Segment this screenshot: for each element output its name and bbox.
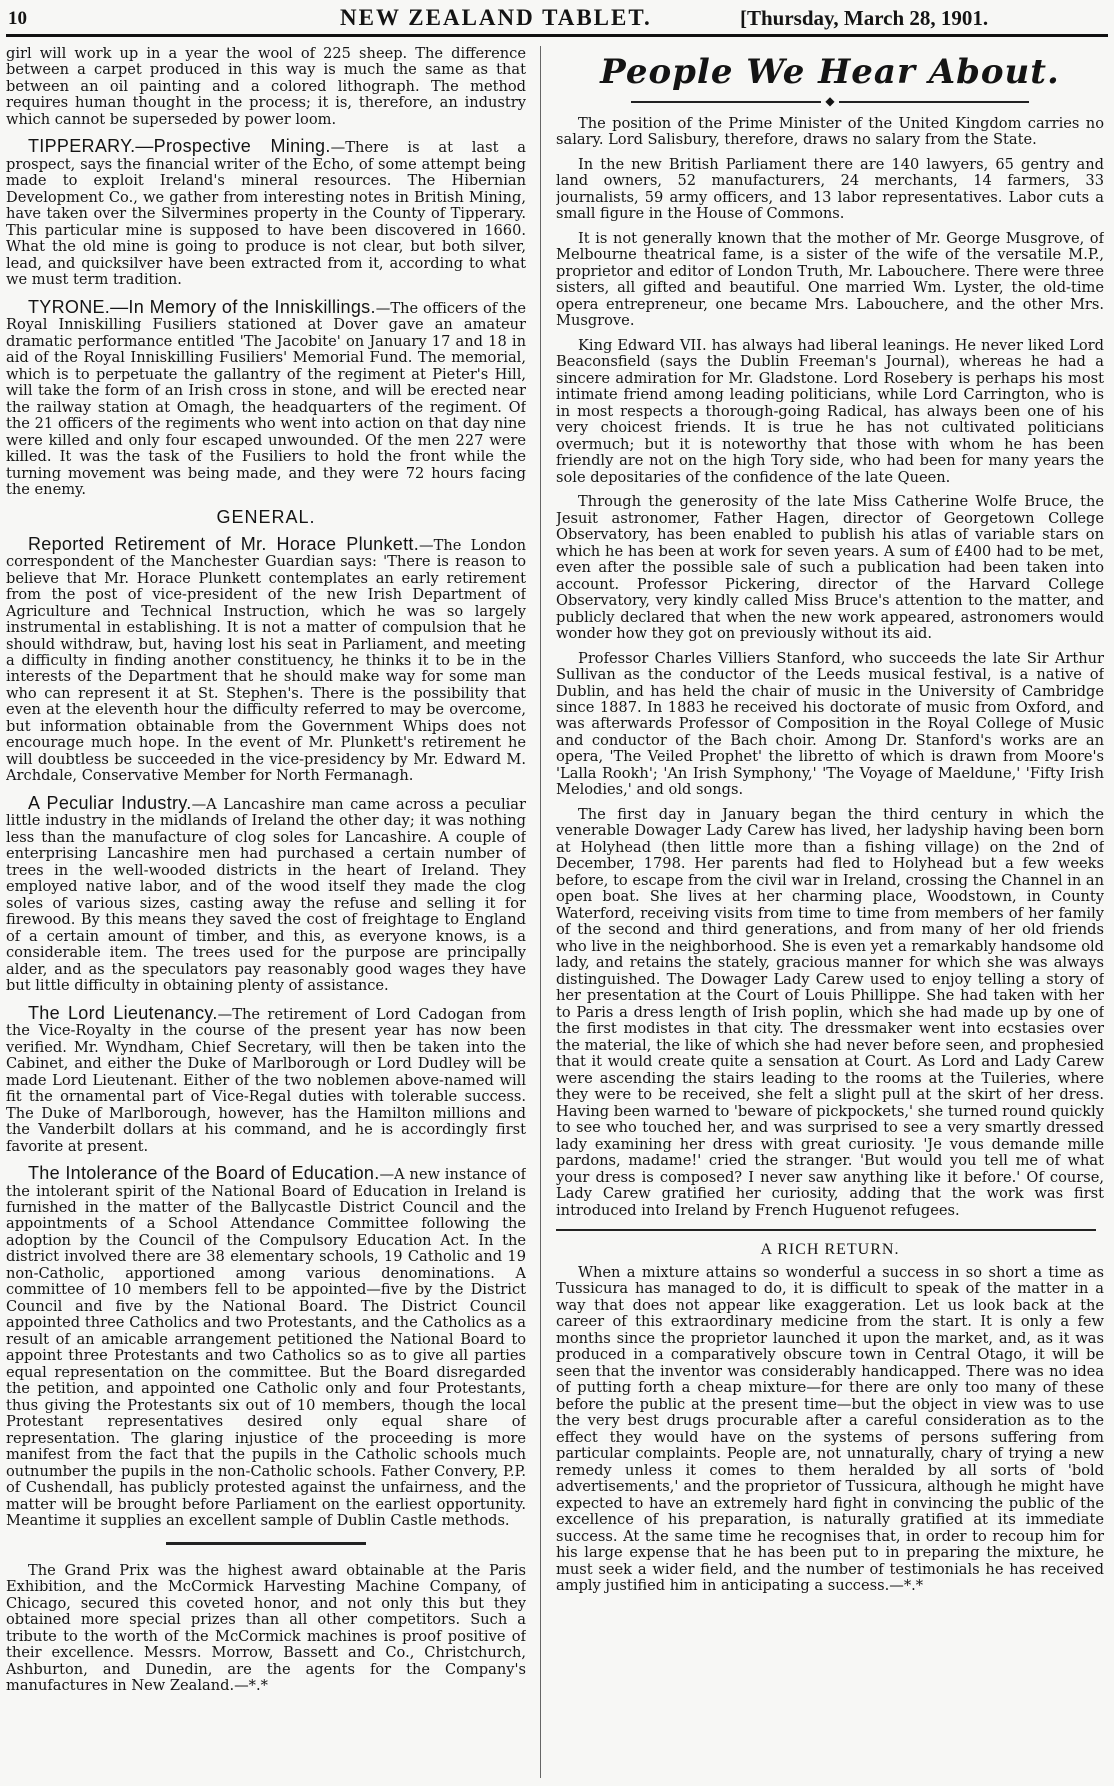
- people-paragraphs: [556, 116, 1104, 1219]
- plunkett-article: [6, 534, 526, 785]
- lieutenancy-text: —The retirement of Lord Cadogan from the Vice-Royalty in the course of the present year has now been verified. Mr. Wyndham, Chief Secretary, will then be taken into the Cabinet, and either the Duke of Marlborough or Lord Dudley will be made Lord Lieutenant. Either of the two noblemen above-named will fit the ornamental part of Vice-Regal duties with tolerable success. The Duke of Marlborough, however, has the Hamilton millions and the Vanderbilt dollars at his command, and he is accordingly first favorite at present.: [6, 1005, 526, 1155]
- title-ornament: ◆: [556, 94, 1104, 108]
- people-paragraph: The first day in January began the third century in which the venerable Dowager Lady Carew has lived, her ladyship having been born at Holyhead (then little more than a fishing village) on the 2nd of December, 1798. Her parents had fled to Holyhead but a few weeks before, to escape from the civil war in Ireland, crossing the Channel in an open boat. She lives at her charming place, Woodstown, in County Waterford, receiving visits from time to time from members of her family of the second and third generations, and from many of her old friends who live in the neighborhood. She is even yet a remarkably handsome old lady, and retains the stately, gracious manner for which she was always distinguished. The Dowager Lady Carew used to enjoy telling a story of her presentation at the Court of Louis Phillippe. She had taken with her to Paris a dress length of Irish poplin, which she had made up by one of the first modistes in that city. The dressmaker went into ecstasies over the material, the like of which she had never before seen, and prophesied that it would create quite a sensation at Court. As Lord and Lady Carew were ascending the stairs leading to the rooms at the Tuileries, where they were to be received, she felt a slight pull at the skirt of her dress. Having been warned to 'beware of pickpockets,' she turned round quickly to see who touched her, and was surprised to see a very smartly dressed lady examining her dress with great curiosity. 'Je vous demande mille pardons, madame!' cried the stranger. 'But would you tell me of what your dress is composed? I never saw anything like it before.' Of course, Lady Carew gratified her curiosity, adding that the work was first introduced into Ireland by French Huguenot refugees.: [556, 805, 1104, 1219]
- people-paragraph: It is not generally known that the mother of Mr. George Musgrove, of Melbourne theatrical fame, is a sister of the wife of the versatile M.P., proprietor and editor of London Truth, Mr. Labouchere. There were three sisters, all gifted and beautiful. One married Wm. Lyster, the old-time opera entrepreneur, one became Mrs. Labouchere, and the other Mrs. Musgrove.: [556, 229, 1104, 330]
- left-column: [6, 46, 526, 1778]
- general-heading: GENERAL.: [216, 506, 316, 527]
- tyrone-heading: TYRONE.—In Memory of the Inniskillings.: [28, 296, 376, 317]
- plunkett-text: —The London correspondent of the Manchester Guardian says: 'There is reason to believe that Mr. Horace Plunkett contemplates an early retirement from the post of vice-president of the new Irish Department of Agriculture and Technical Instruction, which he was so largely instrumental in establishing. It is not a matter of compulsion that he should withdraw, but, having lost his seat in Parliament, and meeting a difficulty in finding another constituency, he thinks it to be in the interests of the Department that he should make way for some man who can represent it at St. Stephen's. There is the possibility that even at the eleventh hour the difficulty referred to may be overcome, but information obtainable from the Government Whips does not encourage much hope. In the event of Mr. Plunkett's retirement he will doubtless be succeeded in the vice-presidency by Mr. Edward M. Archdale, Conservative Member for North Fermanagh.: [6, 536, 526, 785]
- lieutenancy-article: [6, 1003, 526, 1155]
- page-header: [0, 0, 1114, 48]
- intolerance-text: —A new instance of the intolerant spirit of the National Board of Education in Ireland is furnished in the matter of the Ballycastle District Council and the appointments of a School Attendance Committee following the adoption by the Council of the Compulsory Education Act. In the district involved there are 38 elementary schools, 19 Catholic and 19 non-Catholic, apportioned among various denominations. A committee of 10 members fell to be appointed—five by the District Council and five by the National Board. The District Council appointed three Catholics and two Protestants, and the Catholics as a result of an amicable arrangement petitioned the National Board to appoint three Protestants and two Catholics so as to give all parties equal representation on the committee. But the Board disregarded the petition, and appointed one Catholic only and four Protestants, thus giving the Protestants six out of 10 members, though the local Protestant representatives desired only equal share of representation. The glaring injustice of the proceeding is more manifest from the fact that the pupils in the Catholic schools much outnumber the pupils in the non-Catholic schools. Father Convery, P.P. of Cushendall, has publicly protested against the unfairness, and the matter will be brought before Parliament on the earliest opportunity. Meantime it supplies an excellent sample of Dublin Castle methods.: [6, 1166, 526, 1530]
- industry-heading: A Peculiar Industry.: [28, 792, 192, 813]
- right-column: [556, 46, 1104, 1778]
- tipperary-text: —There is at last a prospect, says the financial writer of the Echo, of some attempt being made to exploit Ireland's mineral resources. The Hibernian Development Co., we gather from interesting notes in British Mining, have taken over the Silvermines property in the County of Tipperary. This particular mine is supposed to have been discovered in 1660. What the old mine is going to produce is not clear, but both silver, lead, and quicksilver have been extracted from it, according to what we must term tradition.: [6, 139, 526, 289]
- tipperary-heading: TIPPERARY.—Prospective Mining.: [28, 136, 331, 157]
- industry-text: —A Lancashire man came across a peculiar little industry in the midlands of Ireland the other day; it was nothing less than the manufacture of clog soles for Lancashire. A couple of enterprising Lancashire men had purchased a certain number of trees in the well-wooded districts in the heart of Ireland. They employed native labor, and of the wood itself they made the clog soles of various sizes, casting away the refuse and selling it for firewood. By this means they saved the cost of freightage to England of a certain amount of timber, and this, as everyone knows, is a considerable item. The trees used for the purpose are principally alder, and as the speculators pay reasonably good wages they have but little difficulty in obtaining plenty of assistance.: [6, 795, 526, 995]
- tipperary-article: [6, 136, 526, 288]
- lieutenancy-heading: The Lord Lieutenancy.: [28, 1002, 218, 1023]
- intolerance-heading: The Intolerance of the Board of Education.: [28, 1163, 380, 1184]
- people-paragraph: Through the generosity of the late Miss Catherine Wolfe Bruce, the Jesuit astronomer, Father Hagen, director of Georgetown College Observatory, has been enabled to publish his atlas of variable stars on which he has been at work for seven years. A sum of £400 had to be met, even after the possible sale of such a publication had been taken into account. Professor Pickering, director of the Harvard College Observatory, very kindly called Miss Bruce's attention to the matter, and publicly declared that when the new work appeared, astronomers would wonder how they got on previously without its aid.: [556, 493, 1104, 643]
- plunkett-heading: Reported Retirement of Mr. Horace Plunkett.: [28, 533, 419, 554]
- section-rule: [166, 1542, 366, 1545]
- people-paragraph: In the new British Parliament there are 140 lawyers, 65 gentry and land owners, 52 manufacturers, 24 merchants, 14 farmers, 33 journalists, 59 army officers, and 13 labor representatives. Labor cuts a small figure in the House of Commons.: [556, 155, 1104, 223]
- carpet-paragraph: girl will work up in a year the wool of 225 sheep. The difference between a carpet produced in this way is much the same as that between an oil painting and a colored lithograph. The method requires human thought in the process; it is, therefore, an industry which cannot be superseded by power loom.: [6, 46, 526, 128]
- people-paragraph: The position of the Prime Minister of the United Kingdom carries no salary. Lord Salisbury, therefore, draws no salary from the State.: [556, 115, 1104, 149]
- masthead: NEW ZEALAND TABLET.: [340, 5, 652, 30]
- people-paragraph: Professor Charles Villiers Stanford, who succeeds the late Sir Arthur Sullivan as the conductor of the Leeds musical festival, is a native of Dublin, and has held the chair of music in the University of Cambridge since 1887. In 1883 he received his doctorate of music from Oxford, and was afterwards Professor of Composition in the Royal College of Music and conductor of the Bach choir. Among Dr. Stanford's works are an opera, 'The Veiled Prophet' the libretto of which is drawn from Moore's 'Lalla Rookh'; 'An Irish Symphony,' 'The Voyage of Maeldune,' 'Fifty Irish Melodies,' and old songs.: [556, 649, 1104, 799]
- column-title: People We Hear About.: [600, 52, 1060, 92]
- tyrone-text: —The officers of the Royal Inniskilling Fusiliers stationed at Dover gave an amateur dramatic performance entitled 'The Jacobite' on January 17 and 18 in aid of the Royal Inniskilling Fusiliers' Memorial Fund. The memorial, which is to perpetuate the gallantry of the regiment at Pieter's Hill, will take the form of an Irish cross in stone, and will be erected near the railway station at Omagh, the headquarters of the regiment. Of the 21 officers of the regiments who went into action on that day nine were killed and only four escaped unwounded. Of the men 227 were killed. It was the task of the Fusiliers to hold the front while the turning movement was being made, and they were 72 hours facing the enemy.: [6, 299, 526, 499]
- column-divider: [540, 46, 541, 1778]
- header-rule: [6, 34, 1108, 37]
- people-paragraph: King Edward VII. has always had liberal leanings. He never liked Lord Beaconsfield (says the Dublin Freeman's Journal), whereas he had a sincere admiration for Mr. Gladstone. Lord Rosebery is perhaps his most intimate friend among leading politicians, while Lord Carrington, who is in most respects a thorough-going Radical, has always been one of his very choicest friends. It is true he has not cultivated politicians overmuch; but it is noteworthy that those with whom he has been friendly are not on the high Tory side, who had been for many years the sole depositaries of the confidence of the late Queen.: [556, 336, 1104, 486]
- page-number: 10: [8, 8, 27, 29]
- industry-article: [6, 793, 526, 995]
- issue-date: [Thursday, March 28, 1901.: [740, 6, 989, 30]
- section-rule: [556, 1229, 1096, 1231]
- mccormick-notice: The Grand Prix was the highest award obtainable at the Paris Exhibition, and the McCormick Harvesting Machine Company, of Chicago, secured this coveted honor, and not only this but they obtained more special prizes than all other competitors. Such a tribute to the worth of the McCormick machines is proof positive of their excellence. Messrs. Morrow, Bassett and Co., Christchurch, Ashburton, and Dunedin, are the agents for the Company's manufactures in New Zealand.—*.*: [6, 1561, 526, 1695]
- rich-return-heading: A RICH RETURN.: [760, 1241, 900, 1258]
- rich-return-text: When a mixture attains so wonderful a success in so short a time as Tussicura has managed to do, it is difficult to speak of the matter in a way that does not appear like exaggeration. Let us look back at the career of this extraordinary medicine from the start. It is only a few months since the proprietor launched it upon the market, and, as it was produced in a comparatively obscure town in Central Otago, it will be seen that the inventor was considerably handicapped. There was no idea of putting forth a cheap mixture—for there are only too many of these before the public at the present time—but the object in view was to use the very best drugs procurable after a careful consideration as to the effect they would have on the systems of persons suffering from particular complaints. People are, not unnaturally, chary of trying a new remedy unless it comes to them heralded by all sorts of 'bold advertisements,' and the proprietor of Tussicura, although he might have expected to have an extremely hard fight in convincing the public of the excellence of his preparation, is naturally gratified at its immediate success. At the same time he recognises that, in order to recoup him for his large expense that he has been put to in preparing the mixture, he must seek a wider field, and the number of testimonials he has received amply justified him in anticipating a success.—*.*: [556, 1264, 1104, 1595]
- intolerance-article: [6, 1163, 526, 1530]
- tyrone-article: [6, 297, 526, 499]
